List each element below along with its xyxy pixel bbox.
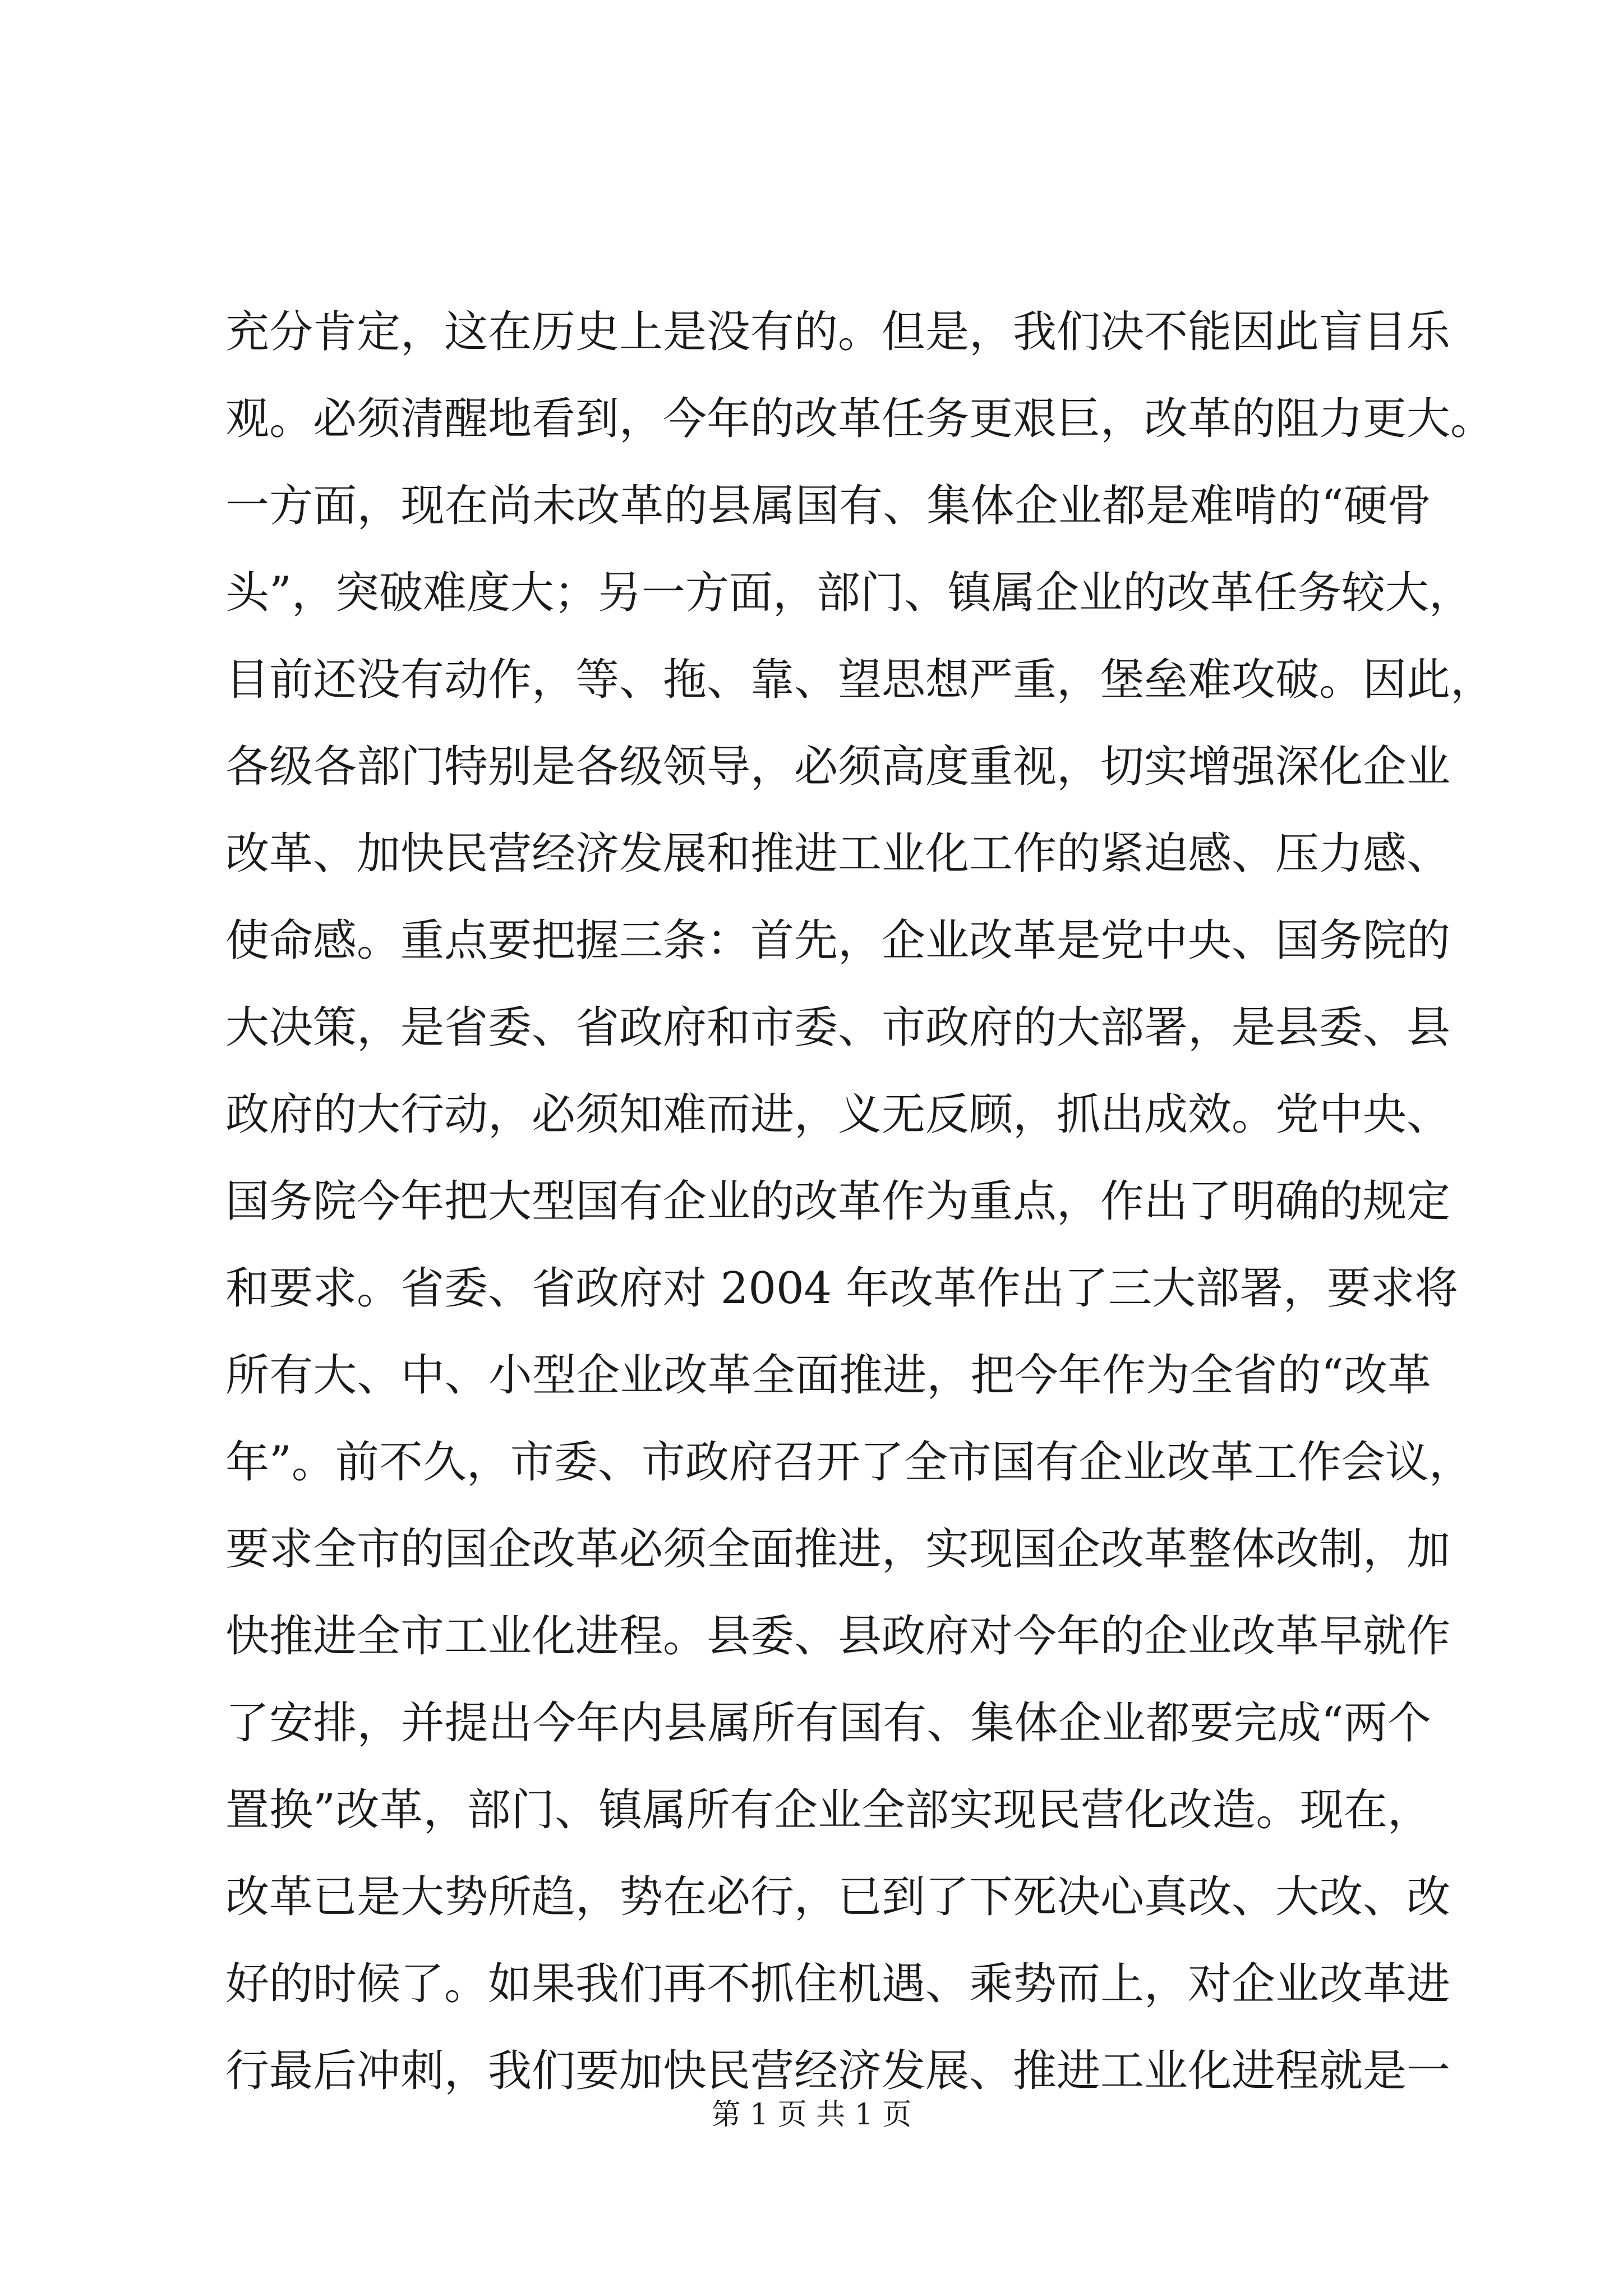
text-line: 了安排，并提出今年内县属所有国有、集体企业都要完成“两个 xyxy=(225,1698,1431,1749)
text-line: 和要求。省委、省政府对 2004 年改革作出了三大部署，要求将 xyxy=(225,1263,1459,1314)
text-line: 使命感。重点要把握三条：首先，企业改革是党中央、国务院的 xyxy=(225,915,1451,966)
text-line: 快推进全市工业化进程。县委、县政府对今年的企业改革早就作 xyxy=(225,1611,1451,1662)
text-line: 改革、加快民营经济发展和推进工业化工作的紧迫感、压力感、 xyxy=(225,829,1451,879)
text-line: 头”，突破难度大；另一方面，部门、镇属企业的改革任务较大， xyxy=(225,568,1473,618)
text-line: 各级各部门特别是各级领导，必须高度重视，切实增强深化企业 xyxy=(225,742,1451,792)
text-line: 大决策，是省委、省政府和市委、市政府的大部署，是县委、县 xyxy=(225,1002,1451,1053)
body-text xyxy=(225,289,1495,2115)
text-line: 一方面，现在尚未改革的县属国有、集体企业都是难啃的“硬骨 xyxy=(225,481,1431,531)
text-line: 充分肯定，这在历史上是没有的。但是，我们决不能因此盲目乐 xyxy=(225,307,1451,357)
page-number-footer: 第 1 页 共 1 页 xyxy=(711,2098,912,2132)
text-line: 目前还没有动作，等、拖、靠、望思想严重，堡垒难攻破。因此， xyxy=(225,655,1495,705)
text-line: 好的时候了。如果我们再不抓住机遇、乘势而上，对企业改革进 xyxy=(225,1959,1451,2009)
text-line: 置换”改革，部门、镇属所有企业全部实现民营化改造。现在， xyxy=(225,1785,1431,1835)
text-line: 所有大、中、小型企业改革全面推进，把今年作为全省的“改革 xyxy=(225,1350,1431,1401)
text-line: 政府的大行动，必须知难而进，义无反顾，抓出成效。党中央、 xyxy=(225,1089,1451,1140)
text-line: 观。必须清醒地看到，今年的改革任务更艰巨，改革的阻力更大。 xyxy=(225,394,1495,444)
text-line: 改革已是大势所趋，势在必行，已到了下死决心真改、大改、改 xyxy=(225,1872,1451,1922)
text-line: 国务院今年把大型国有企业的改革作为重点，作出了明确的规定 xyxy=(225,1176,1451,1227)
text-line: 要求全市的国企改革必须全面推进，实现国企改革整体改制，加 xyxy=(225,1524,1451,1575)
text-line: 行最后冲刺，我们要加快民营经济发展、推进工业化进程就是一 xyxy=(225,2046,1451,2096)
text-line: 年”。前不久，市委、市政府召开了全市国有企业改革工作会议， xyxy=(225,1437,1473,1488)
